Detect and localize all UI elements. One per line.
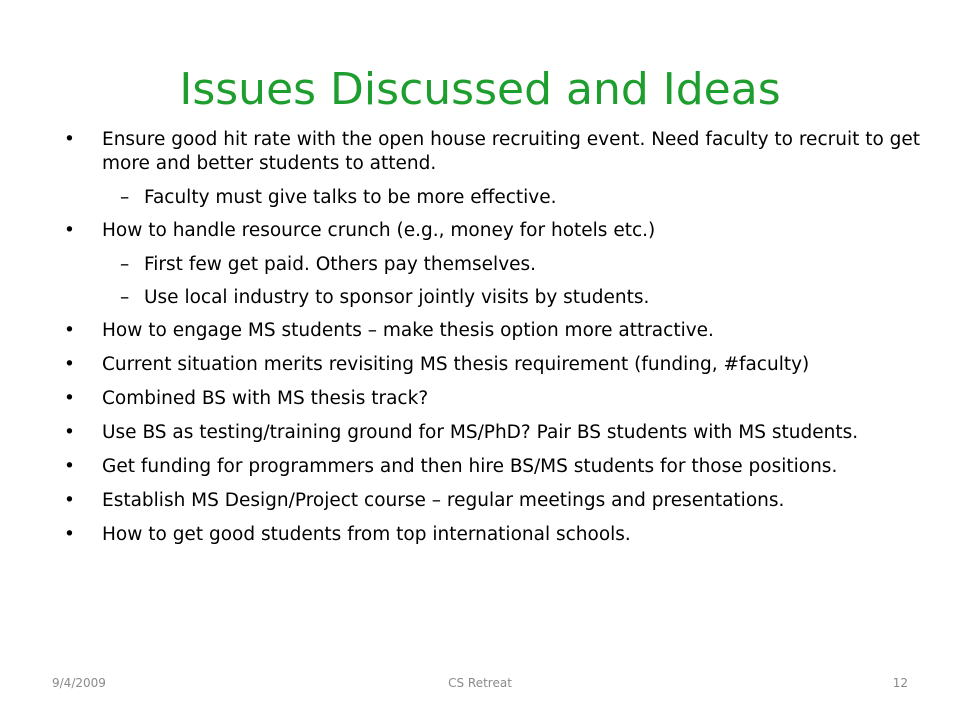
sub-bullet-text: First few get paid. Others pay themselves. (144, 254, 537, 275)
bullet-marker: • (64, 524, 75, 545)
bullet-text: How to get good students from top international schools. (102, 524, 631, 545)
bullet-item (62, 455, 922, 479)
sub-bullet-text: Use local industry to sponsor jointly visits by students. (144, 287, 650, 308)
bullet-marker: • (64, 490, 75, 511)
bullet-item (62, 319, 922, 343)
bullet-item (62, 387, 922, 411)
bullet-item (62, 219, 922, 243)
bullet-marker: • (64, 354, 75, 375)
bullet-marker: • (64, 388, 75, 409)
bullet-text: Use BS as testing/training ground for MS/PhD? Pair BS students with MS students. (102, 422, 859, 443)
sub-bullet-item (62, 186, 922, 210)
sub-bullet-marker: – (120, 254, 130, 275)
bullet-text: Ensure good hit rate with the open house recruiting event. Need faculty to recruit to get more and better students to attend. (102, 129, 921, 174)
sub-bullet-text: Faculty must give talks to be more effective. (144, 187, 557, 208)
footer-event: CS Retreat (448, 676, 512, 690)
footer-date: 9/4/2009 (52, 676, 106, 690)
bullet-item (62, 523, 922, 547)
bullet-text: Establish MS Design/Project course – regular meetings and presentations. (102, 490, 785, 511)
bullet-marker: • (64, 220, 75, 241)
bullet-text: How to handle resource crunch (e.g., money for hotels etc.) (102, 220, 656, 241)
sub-bullet-marker: – (120, 187, 130, 208)
sub-bullet-marker: – (120, 287, 130, 308)
bullet-item (62, 128, 922, 176)
sub-bullet-item (62, 253, 922, 277)
bullet-text: Current situation merits revisiting MS thesis requirement (funding, #faculty) (102, 354, 810, 375)
bullet-text: Combined BS with MS thesis track? (102, 388, 429, 409)
bullet-item (62, 421, 922, 445)
bullet-marker: • (64, 456, 75, 477)
bullet-marker: • (64, 422, 75, 443)
footer-page-number: 12 (892, 676, 908, 690)
bullet-list (62, 128, 922, 557)
bullet-text: How to engage MS students – make thesis option more attractive. (102, 320, 714, 341)
bullet-marker: • (64, 320, 75, 341)
bullet-item (62, 489, 922, 513)
sub-bullet-item (62, 286, 922, 310)
bullet-text: Get funding for programmers and then hire BS/MS students for those positions. (102, 456, 838, 477)
bullet-item (62, 353, 922, 377)
slide-title: Issues Discussed and Ideas (179, 64, 781, 115)
bullet-marker: • (64, 129, 75, 150)
